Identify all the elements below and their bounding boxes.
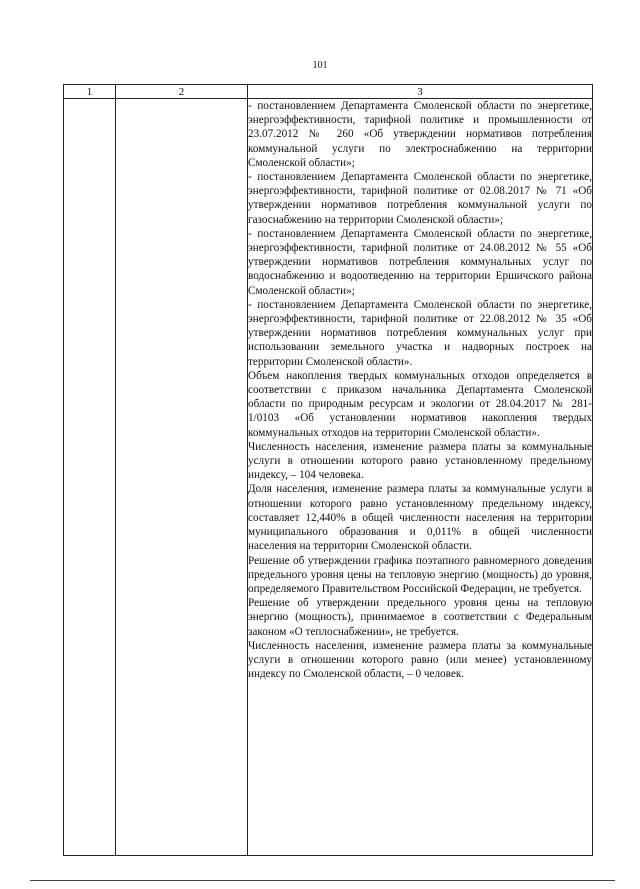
page-number: 101	[312, 60, 328, 71]
paragraph: Численность населения, изменение размера платы за коммунальные услуги в отношении которого равно (или менее) установленному индексу по Смоленской области, – 0 человек.	[248, 639, 592, 681]
table-cell-col2	[116, 99, 248, 856]
paragraph: - постановлением Департамента Смоленской области по энергетике, энергоэффективности, тарифной политике от 22.08.2012 № 35 «Об утверждении нормативов потребления коммунальных услуг при использовании земельного участка и надворных построек на территории Смоленской области».	[248, 298, 592, 368]
column-header-3: 3	[248, 85, 593, 99]
paragraph: Численность населения, изменение размера платы за коммунальные услуги в отношении которого равно установленному предельному индексу, – 104 человека.	[248, 440, 592, 482]
column-header-1: 1	[64, 85, 116, 99]
column-header-2: 2	[116, 85, 248, 99]
paragraph: Решение об утверждении предельного уровня цены на тепловую энергию (мощность), принимаемое в соответствии с Федеральным законом «О теплоснабжении», не требуется.	[248, 597, 592, 638]
table-cell-col1	[64, 99, 116, 856]
paragraph: - постановлением Департамента Смоленской области по энергетике, энергоэффективности, тарифной политике от 02.08.2017 № 71 «Об утверждении нормативов потребления коммунальной услуги по газоснабжению на территории Смоленской области»;	[248, 171, 592, 226]
paragraph: - постановлением Департамента Смоленской области по энергетике, энергоэффективности, тарифной политике от 24.08.2012 № 55 «Об утверждении нормативов потребления коммунальных услуг по водоснабжению и водоотведению на территории Ершичского района Смоленской области»;	[248, 227, 592, 297]
table-cell-col3	[248, 99, 593, 856]
paragraph: - постановлением Департамента Смоленской области по энергетике, энергоэффективности, тарифной политике и промышленности от 23.07.2012 № 260 «Об утверждении нормативов потребления коммунальной услуги по электроснабжению на территории Смоленской области»;	[248, 100, 592, 169]
paragraph: Объем накопления твердых коммунальных отходов определяется в соответствии с приказом начальника Департамента Смоленской области по природным ресурсам и экологии от 28.04.2017 № 281-1/0103 «Об установлении нормативов накопления твердых коммунальных отходов на территории Смоленской области».	[248, 369, 592, 439]
paragraph: Решение об утверждении графика поэтапного равномерного доведения предельного уровня цены на тепловую энергию (мощность) до уровня, определяемого Правительством Российской Федерации, не требуется.	[248, 554, 592, 595]
paragraph: Доля населения, изменение размера платы за коммунальные услуги в отношении которого равно установленному предельному индексу, составляет 12,440% в общей численности населения на территории муниципального образования и 0,011% в общей численности населения на территории Смоленской области.	[248, 483, 592, 553]
content-table	[63, 84, 593, 856]
table-header-row	[64, 85, 593, 99]
page-bottom-rule	[30, 880, 615, 881]
table-row	[64, 99, 593, 856]
